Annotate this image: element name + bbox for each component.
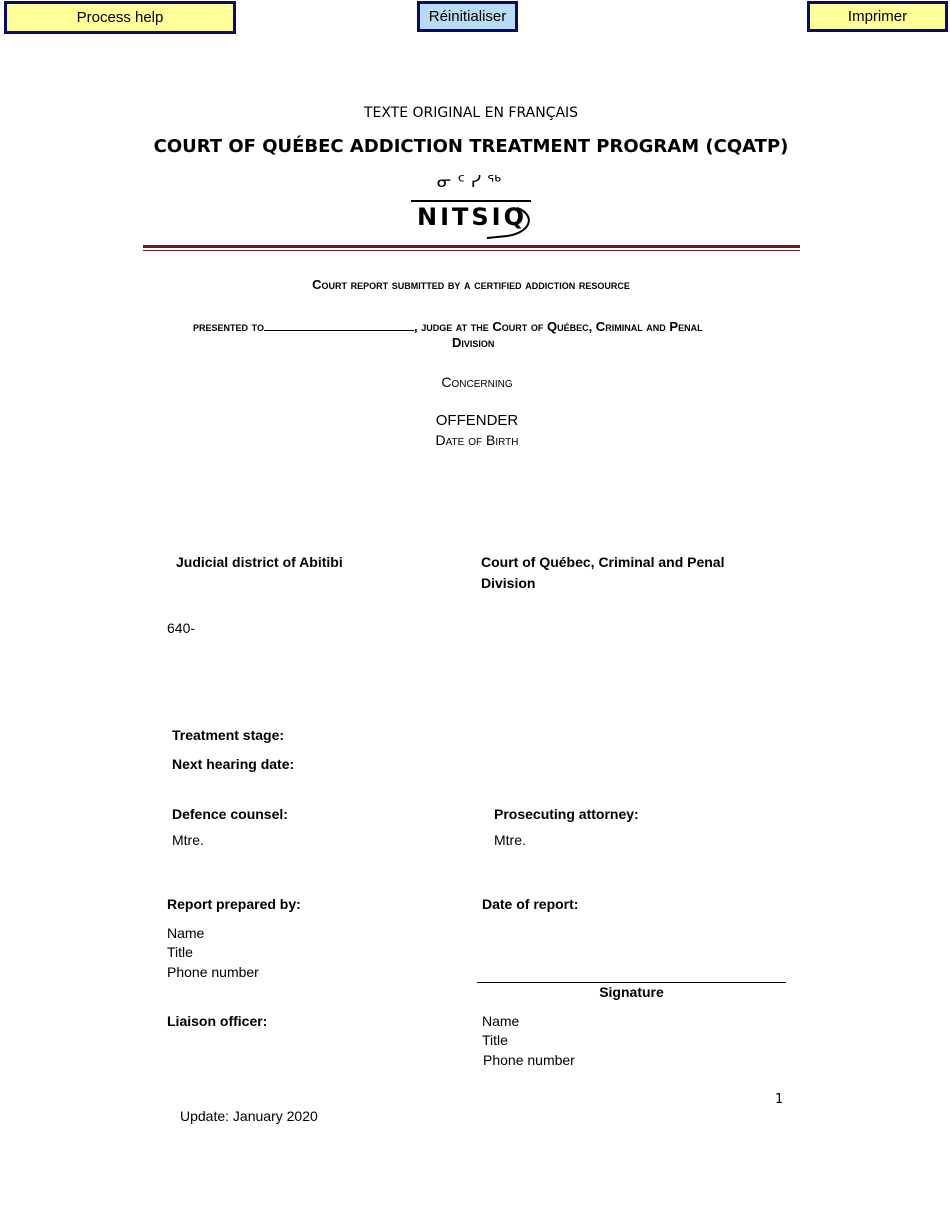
judge-name-blank[interactable] [264, 316, 414, 331]
prepared-phone[interactable]: Phone number [167, 964, 259, 980]
process-help-button[interactable]: Process help [4, 1, 236, 34]
liaison-phone[interactable]: Phone number [483, 1052, 575, 1068]
presented-to-line [193, 316, 703, 334]
signature-label: Signature [599, 984, 664, 1000]
presented-to-suffix: , judge at the Court of Québec, Criminal and Penal [413, 319, 703, 334]
logo-syllabics: ᓂᑦᓯᖅ [436, 172, 508, 192]
prosecuting-attorney-label: Prosecuting attorney: [494, 806, 639, 822]
header-rule-thin [143, 250, 800, 251]
print-button[interactable]: Imprimer [807, 1, 948, 32]
update-date: Update: January 2020 [180, 1108, 318, 1124]
treatment-stage-label: Treatment stage: [172, 727, 285, 743]
nitsiq-logo [407, 172, 537, 244]
report-heading: Court report submitted by a certified addiction resource [312, 277, 630, 292]
original-text-note: TEXTE ORIGINAL EN FRANÇAIS [363, 105, 579, 121]
prepared-by-label: Report prepared by: [167, 896, 301, 912]
prepared-title[interactable]: Title [167, 944, 193, 960]
program-title: COURT OF QUÉBEC ADDICTION TREATMENT PROGRAM (CQATP) [153, 136, 789, 157]
page-number: 1 [775, 1092, 784, 1107]
liaison-label: Liaison officer: [167, 1013, 268, 1029]
header-rule-thick [143, 245, 800, 248]
judicial-district: Judicial district of Abitibi [176, 554, 343, 570]
concerning-label: Concerning [441, 374, 513, 390]
prepared-name[interactable]: Name [167, 925, 205, 941]
presented-to-line2: Division [452, 335, 495, 350]
date-of-report-label: Date of report: [482, 896, 579, 912]
court-name-line2: Division [481, 575, 536, 591]
prosecuting-attorney-value[interactable]: Mtre. [494, 832, 526, 848]
date-of-birth-label: Date of Birth [435, 432, 519, 448]
offender-label: OFFENDER [435, 412, 519, 429]
liaison-name[interactable]: Name [482, 1013, 520, 1029]
liaison-title[interactable]: Title [482, 1032, 508, 1048]
signature-line [477, 982, 786, 983]
court-name-line1: Court of Québec, Criminal and Penal [481, 554, 725, 570]
defence-counsel-value[interactable]: Mtre. [172, 832, 204, 848]
next-hearing-label: Next hearing date: [172, 756, 295, 772]
presented-to-prefix: presented to [193, 319, 264, 334]
file-number[interactable]: 640- [167, 620, 196, 636]
logo-text: NITSIQ [417, 203, 528, 231]
logo-swoosh [407, 202, 537, 242]
defence-counsel-label: Defence counsel: [172, 806, 288, 822]
reset-button[interactable]: Réinitialiser [417, 1, 518, 32]
